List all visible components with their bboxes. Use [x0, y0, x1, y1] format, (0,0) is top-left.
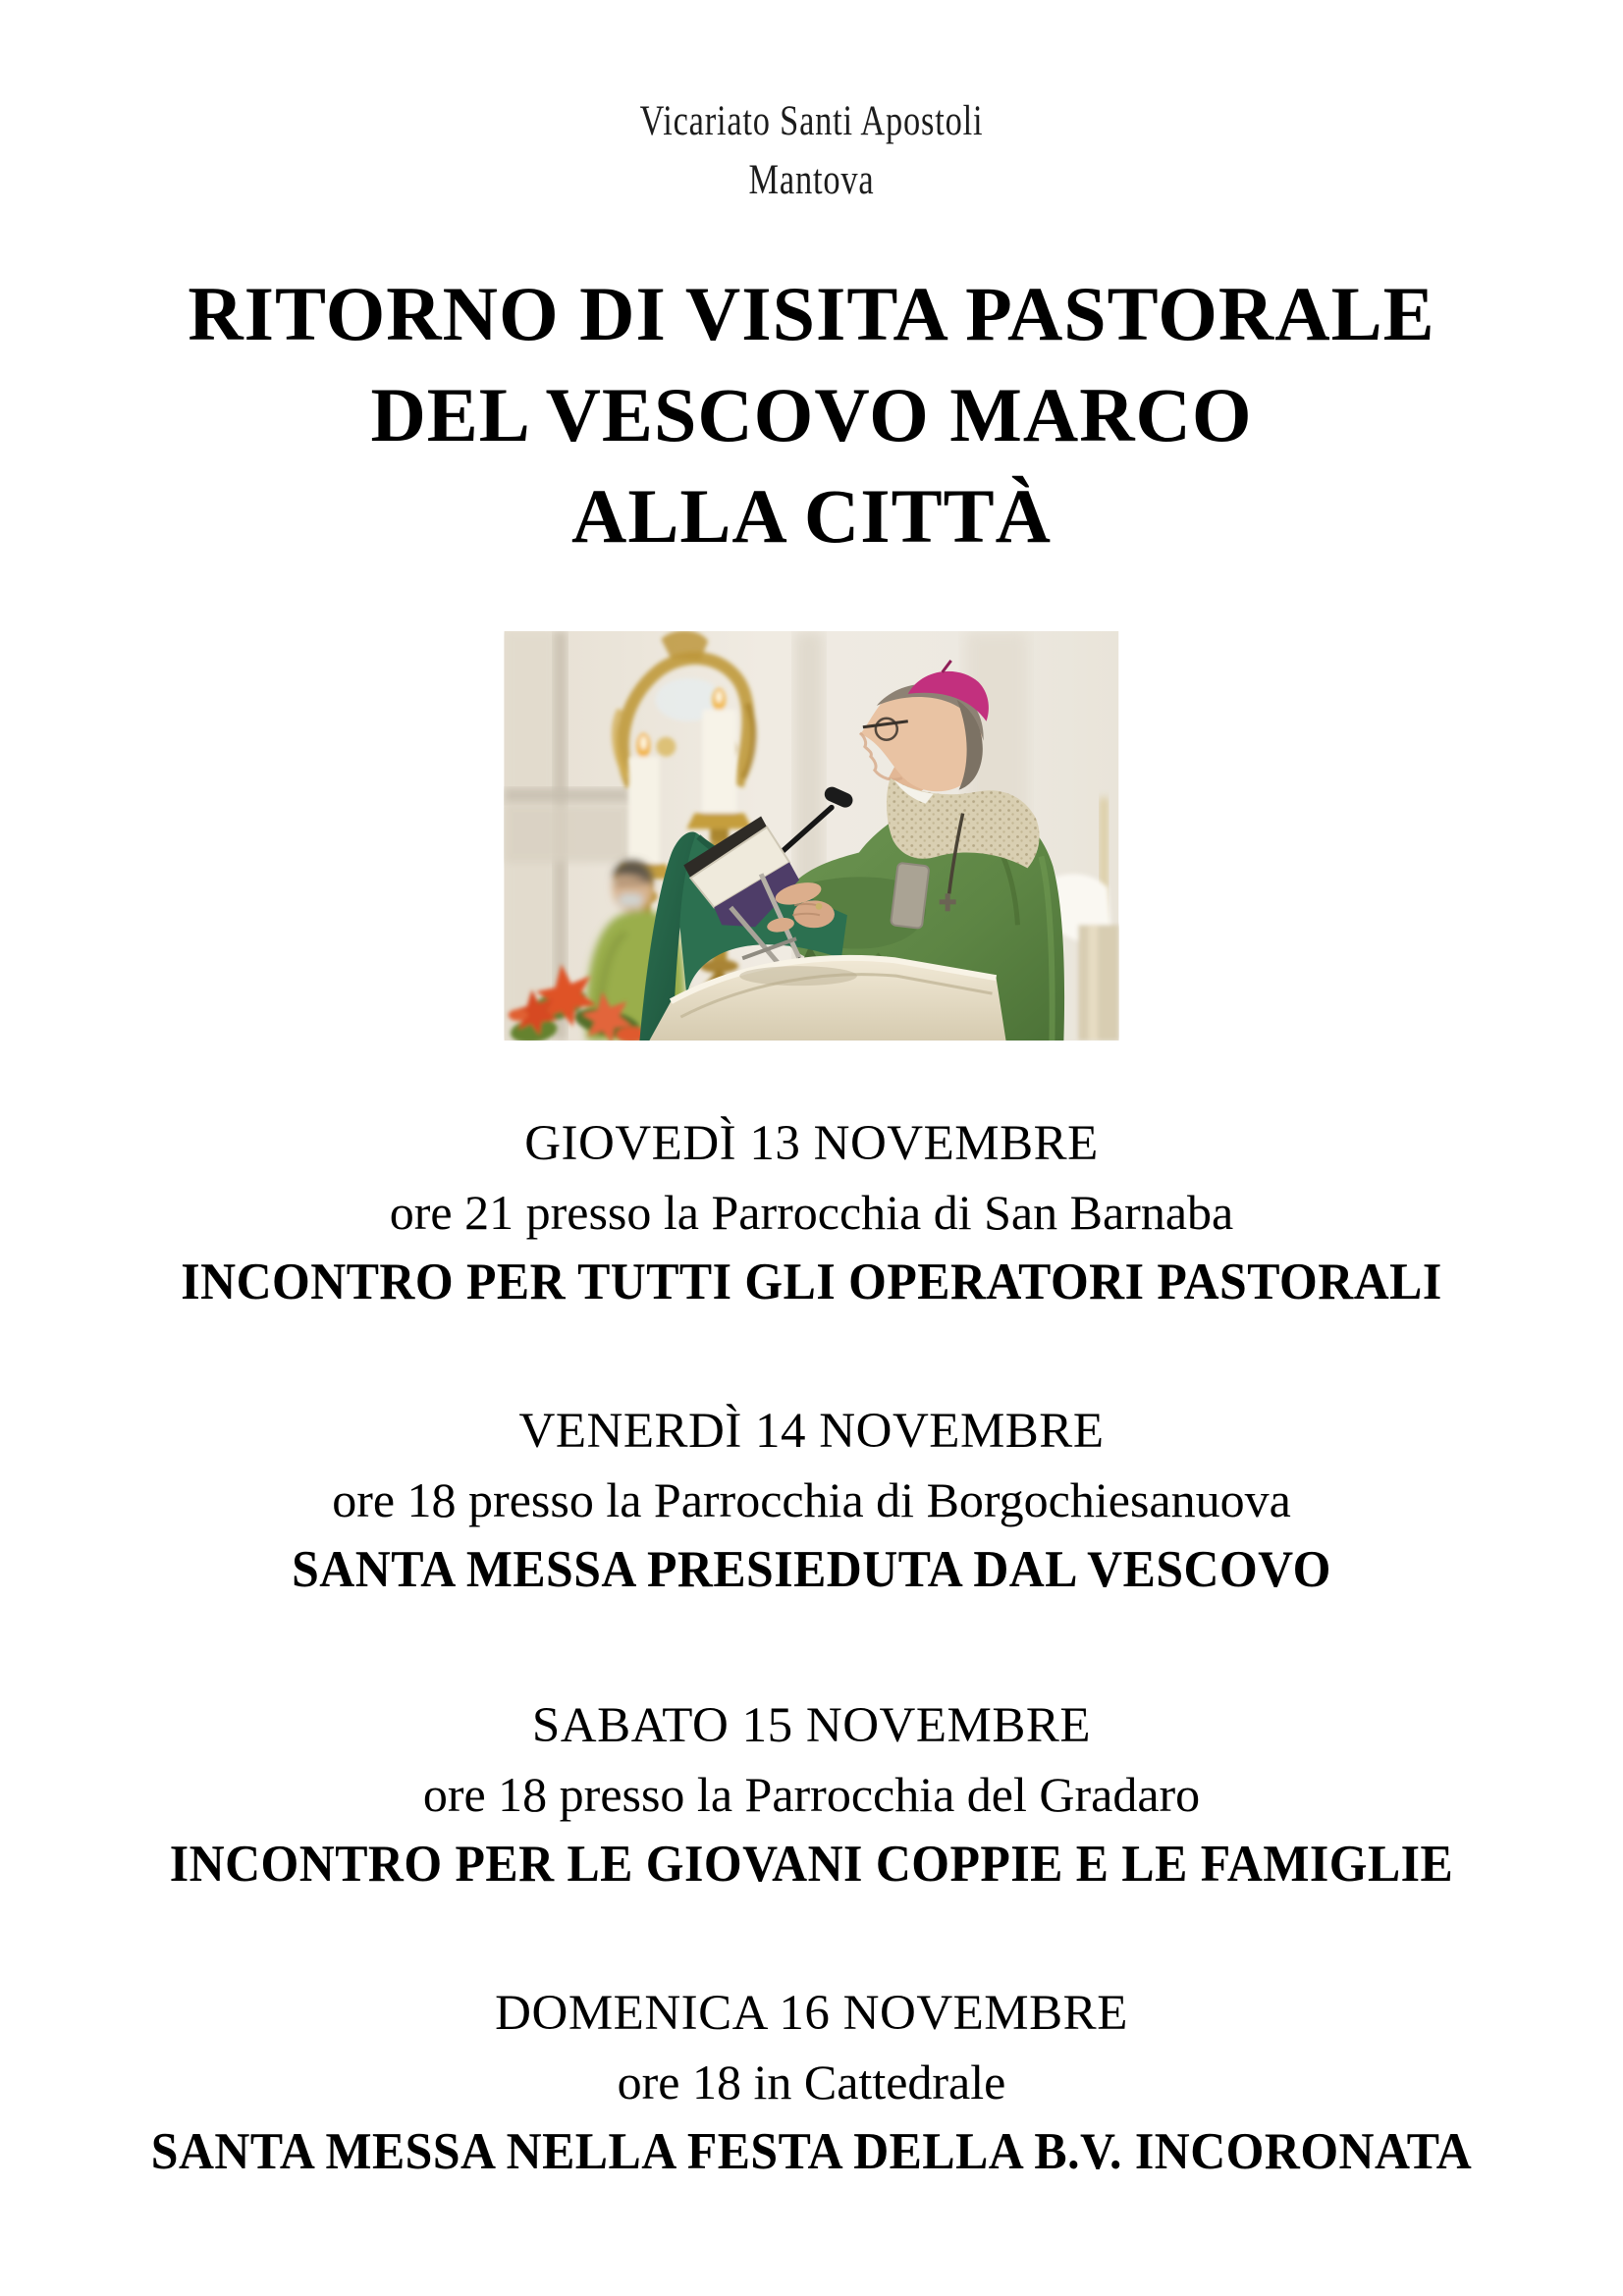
event-block-domenica — [0, 1983, 1623, 2183]
event-block-giovedi — [0, 1113, 1623, 1313]
organization-name: Vicariato Santi Apostoli — [639, 98, 984, 144]
title-line-1: RITORNO DI VISITA PASTORALE — [188, 271, 1435, 356]
event-title: SANTA MESSA PRESIEDUTA DAL VESCOVO — [292, 1541, 1331, 1598]
event-block-sabato — [0, 1695, 1623, 1896]
event-date: SABATO 15 NOVEMBRE — [531, 1698, 1092, 1753]
event-date: VENERDÌ 14 NOVEMBRE — [518, 1404, 1105, 1459]
event-title: SANTA MESSA NELLA FESTA DELLA B.V. INCORONATA — [150, 2123, 1473, 2180]
bishop-photo — [504, 631, 1119, 1041]
event-venue: ore 18 presso la Parrocchia del Gradaro — [422, 1767, 1201, 1822]
event-venue: ore 18 in Cattedrale — [617, 2055, 1006, 2109]
event-block-venerdi — [0, 1401, 1623, 1601]
event-title: INCONTRO PER LE GIOVANI COPPIE E LE FAMIGLIE — [169, 1836, 1454, 1893]
title-line-2: DEL VESCOVO MARCO — [370, 372, 1253, 457]
event-date: GIOVEDÌ 13 NOVEMBRE — [524, 1116, 1099, 1171]
event-venue: ore 18 presso la Parrocchia di Borgochiesanuova — [332, 1472, 1291, 1527]
event-venue: ore 21 presso la Parrocchia di San Barnaba — [389, 1185, 1234, 1240]
event-title: INCONTRO PER TUTTI GLI OPERATORI PASTORALI — [181, 1254, 1442, 1310]
title-line-3: ALLA CITTÀ — [571, 473, 1052, 559]
organization-city: Mantova — [748, 157, 875, 203]
page-title — [0, 263, 1623, 566]
event-date: DOMENICA 16 NOVEMBRE — [495, 1986, 1128, 2041]
